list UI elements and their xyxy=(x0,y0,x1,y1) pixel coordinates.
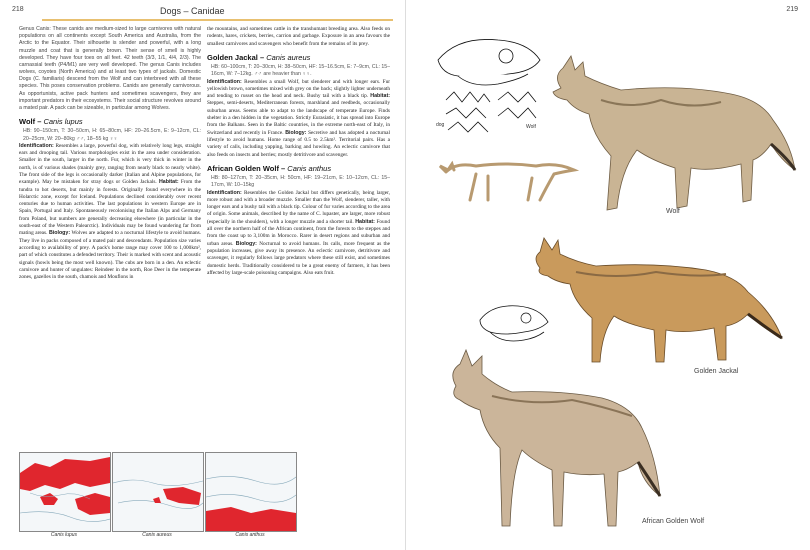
wolf-description: Identification: Resembles a large, powerful dog, with relatively long legs, straight ears and drooping tail. Various morphologies exist in the area under consideration. Smaller in the south, larger in the north. Fur, which is very thick in winter in the north, is of various shades (mainly grey, ranging from nearly black to nearly white). The front side of the legs is occasionally darker (Italian and Alpine populations, for example). May be mistaken for stray dogs or Golden Jackals. Habitat: From the tundra to hot deserts, but mainly in forests. Originally found everywhere in the Holarctic zone, except for Iceland. Populations declined considerably over recent centuries due to human activities. The last populations in western Europe are in Spain, Portugal and Italy. Spontaneously recolonising the Italian Alps and Germany from Poland, but numbers are generally decreasing elsewhere (in particular in the south-east of the Western Palearctic). Individuals may be found wandering far from mating areas. Biology: Wolves are adapted to a nocturnal lifestyle to avoid humans. They live in packs composed of a mated pair and descendants. Population size varies according to availability of prey. A pack's home range may cover 100 to 1,000km², part of which constitutes a defended territory. Their is marked with scent and acoustic signals (howls being the most well known). The cubs are born in a den. An eclectic carnivore and hunter of ungulates: Reindeer in the north, Roe Deer in the temperate zones, gazelles in the south, chamois and Mouflons in xyxy=(19,142,202,281)
range-map-african-golden-wolf xyxy=(205,452,297,532)
column-1 xyxy=(19,26,201,281)
skull-label-dog: dog xyxy=(436,122,445,128)
measurements-african-golden-wolf: HB: 80–127cm, T: 20–35cm, H: 50cm, HF: 19–21cm, E: 10–12cm, CL: 15–17cm, W: 10–15kg xyxy=(211,175,390,189)
measurements-wolf: HB: 90–150cm, T: 30–50cm, H: 65–80cm, HF: 20–26.5cm, E: 9–12cm, CL: 20–25cm, W: 20–80kg ♂♂, 18–55 kg ♀♀ xyxy=(23,128,201,142)
golden-jackal-description: Identification: Resembles a small Wolf, but slenderer and with longer ears. Fur yellowish brown, sometimes mixed with grey on the back; slightly lighter underneath and tending to russet on the head and neck. Bushy tail with a black tip. Habitat: Steppes, semi-deserts, Mediterranean forests, marshland and reedbeds, occasionally suburban areas. Seems able to adapt to the landscape of temperate Europe. Finds shelter in a den hidden in the vegetation. Strictly Eurasiatic, it has spread into Europe from the Balkans. Seen in the Baltic countries, in the extreme north-east of Italy, in Switzerland and recently in France. Biology: Secretive and has adopted a nocturnal lifestyle to avoid humans. Home range of 0.5 to 2.5km². Territorial pairs. Has a variety of calls, including yapping, barking and howling. An eclectic carnivore that also feeds on insects and berries; mostly detritivore and scavenger. xyxy=(207,78,390,158)
figure-label-wolf: Wolf xyxy=(666,208,680,215)
figure-label-golden-jackal: Golden Jackal xyxy=(694,368,739,375)
wolf-description-continued: the mountains, and sometimes cattle in the transhumant breeding area. Also feeds on rodents, hares, crickets, berries, carrion and garbage. Exposure in an area favours the smallest carnivores and scavengers who benefit from the remains of its prey. xyxy=(207,26,390,47)
right-page xyxy=(405,0,810,550)
column-2 xyxy=(207,26,390,277)
range-map-golden-jackal xyxy=(112,452,204,532)
page-number-right: 219 xyxy=(786,6,798,13)
skull-label-wolf: Wolf xyxy=(526,124,536,130)
figure-label-african-golden-wolf: African Golden Wolf xyxy=(642,518,705,525)
map-caption-african-golden-wolf: Canis anthus xyxy=(235,532,265,538)
species-title-african-golden-wolf: African Golden Wolf – Canis anthus xyxy=(207,163,332,173)
map-caption-golden-jackal: Canis aureus xyxy=(142,532,172,538)
header-rule xyxy=(42,19,393,21)
range-maps xyxy=(19,452,391,542)
measurements-golden-jackal: HB: 60–100cm, T: 20–30cm, H: 38–50cm, HF: 15–16.5cm, E: 7–9cm, CL: 15–16cm, W: 7–12kg. ♂♂ are heavier than ♀♀. xyxy=(211,64,390,78)
wolf-illustration xyxy=(541,40,801,220)
species-title-wolf: Wolf – Canis lupus xyxy=(19,117,83,127)
running-head: Dogs – Canidae xyxy=(160,6,225,16)
african-golden-wolf-description: Identification: Resembles the Golden Jackal but differs genetically, being larger, more robust and with a broader muzzle. Smaller than the Wolf, slenderer, taller, with longer ears and a bushy tail with a black tip. Colour of fur varies according to the area of origin. Some animals, described by the name of C. lupaster, are larger, more robust (especially in the shoulders), with a longer muzzle and a shorter tail. Habitat: Found all over the northern half of the African continent, from the forests to the steppes and from the coast up to 3,100m in Morocco. Rarer in desert regions and suburban and urban areas. Biology: Nocturnal to avoid humans. Its calls, more frequent as the population increases, give away its presence. An eclectic carnivore, detritivore and scavenger, it regularly follows large predators where these still exist, and sometimes domestic herds. Traditionally considered to be a great enemy of farmers, it has been affected by large-scale poisoning campaigns. Also eats fruit. xyxy=(207,189,391,276)
page-header xyxy=(12,6,393,20)
skull-illustrations xyxy=(428,30,558,148)
page-number: 218 xyxy=(12,6,24,13)
genus-intro: Genus Canis: These canids are medium-sized to large carnivores with natural populations on all continents except South America and Australia, from the Arctic to the Equator. Their silhouette is slender and powerful, with a long muzzle and coat that is generally brown. Their sense of smell is highly developed. They have four toes on all feet. 42 teeth (3/3, 1/1, 4/4, 2/3). The carnassial teeth (P4/M1) are very well developed. The genus Canis includes wolves, coyotes (North America) and at least two types of jackals. Domestic Dogs (C. familiaris) descend from the Wolf and can interbreed with all these species. This poses conservation problems. Canids are generally carnivorous. As opportunists, active pack hunters and sometimes scavengers, they are important predators in their ecosystems. Their social structure revolves around a mated pair. A pack can be sizeable, in particular among Wolves. xyxy=(19,26,201,111)
african-golden-wolf-illustration xyxy=(442,346,672,532)
map-caption-wolf: Canis lupus xyxy=(50,532,78,538)
species-title-golden-jackal: Golden Jackal – Canis aureus xyxy=(207,52,311,62)
range-map-wolf xyxy=(19,452,111,532)
